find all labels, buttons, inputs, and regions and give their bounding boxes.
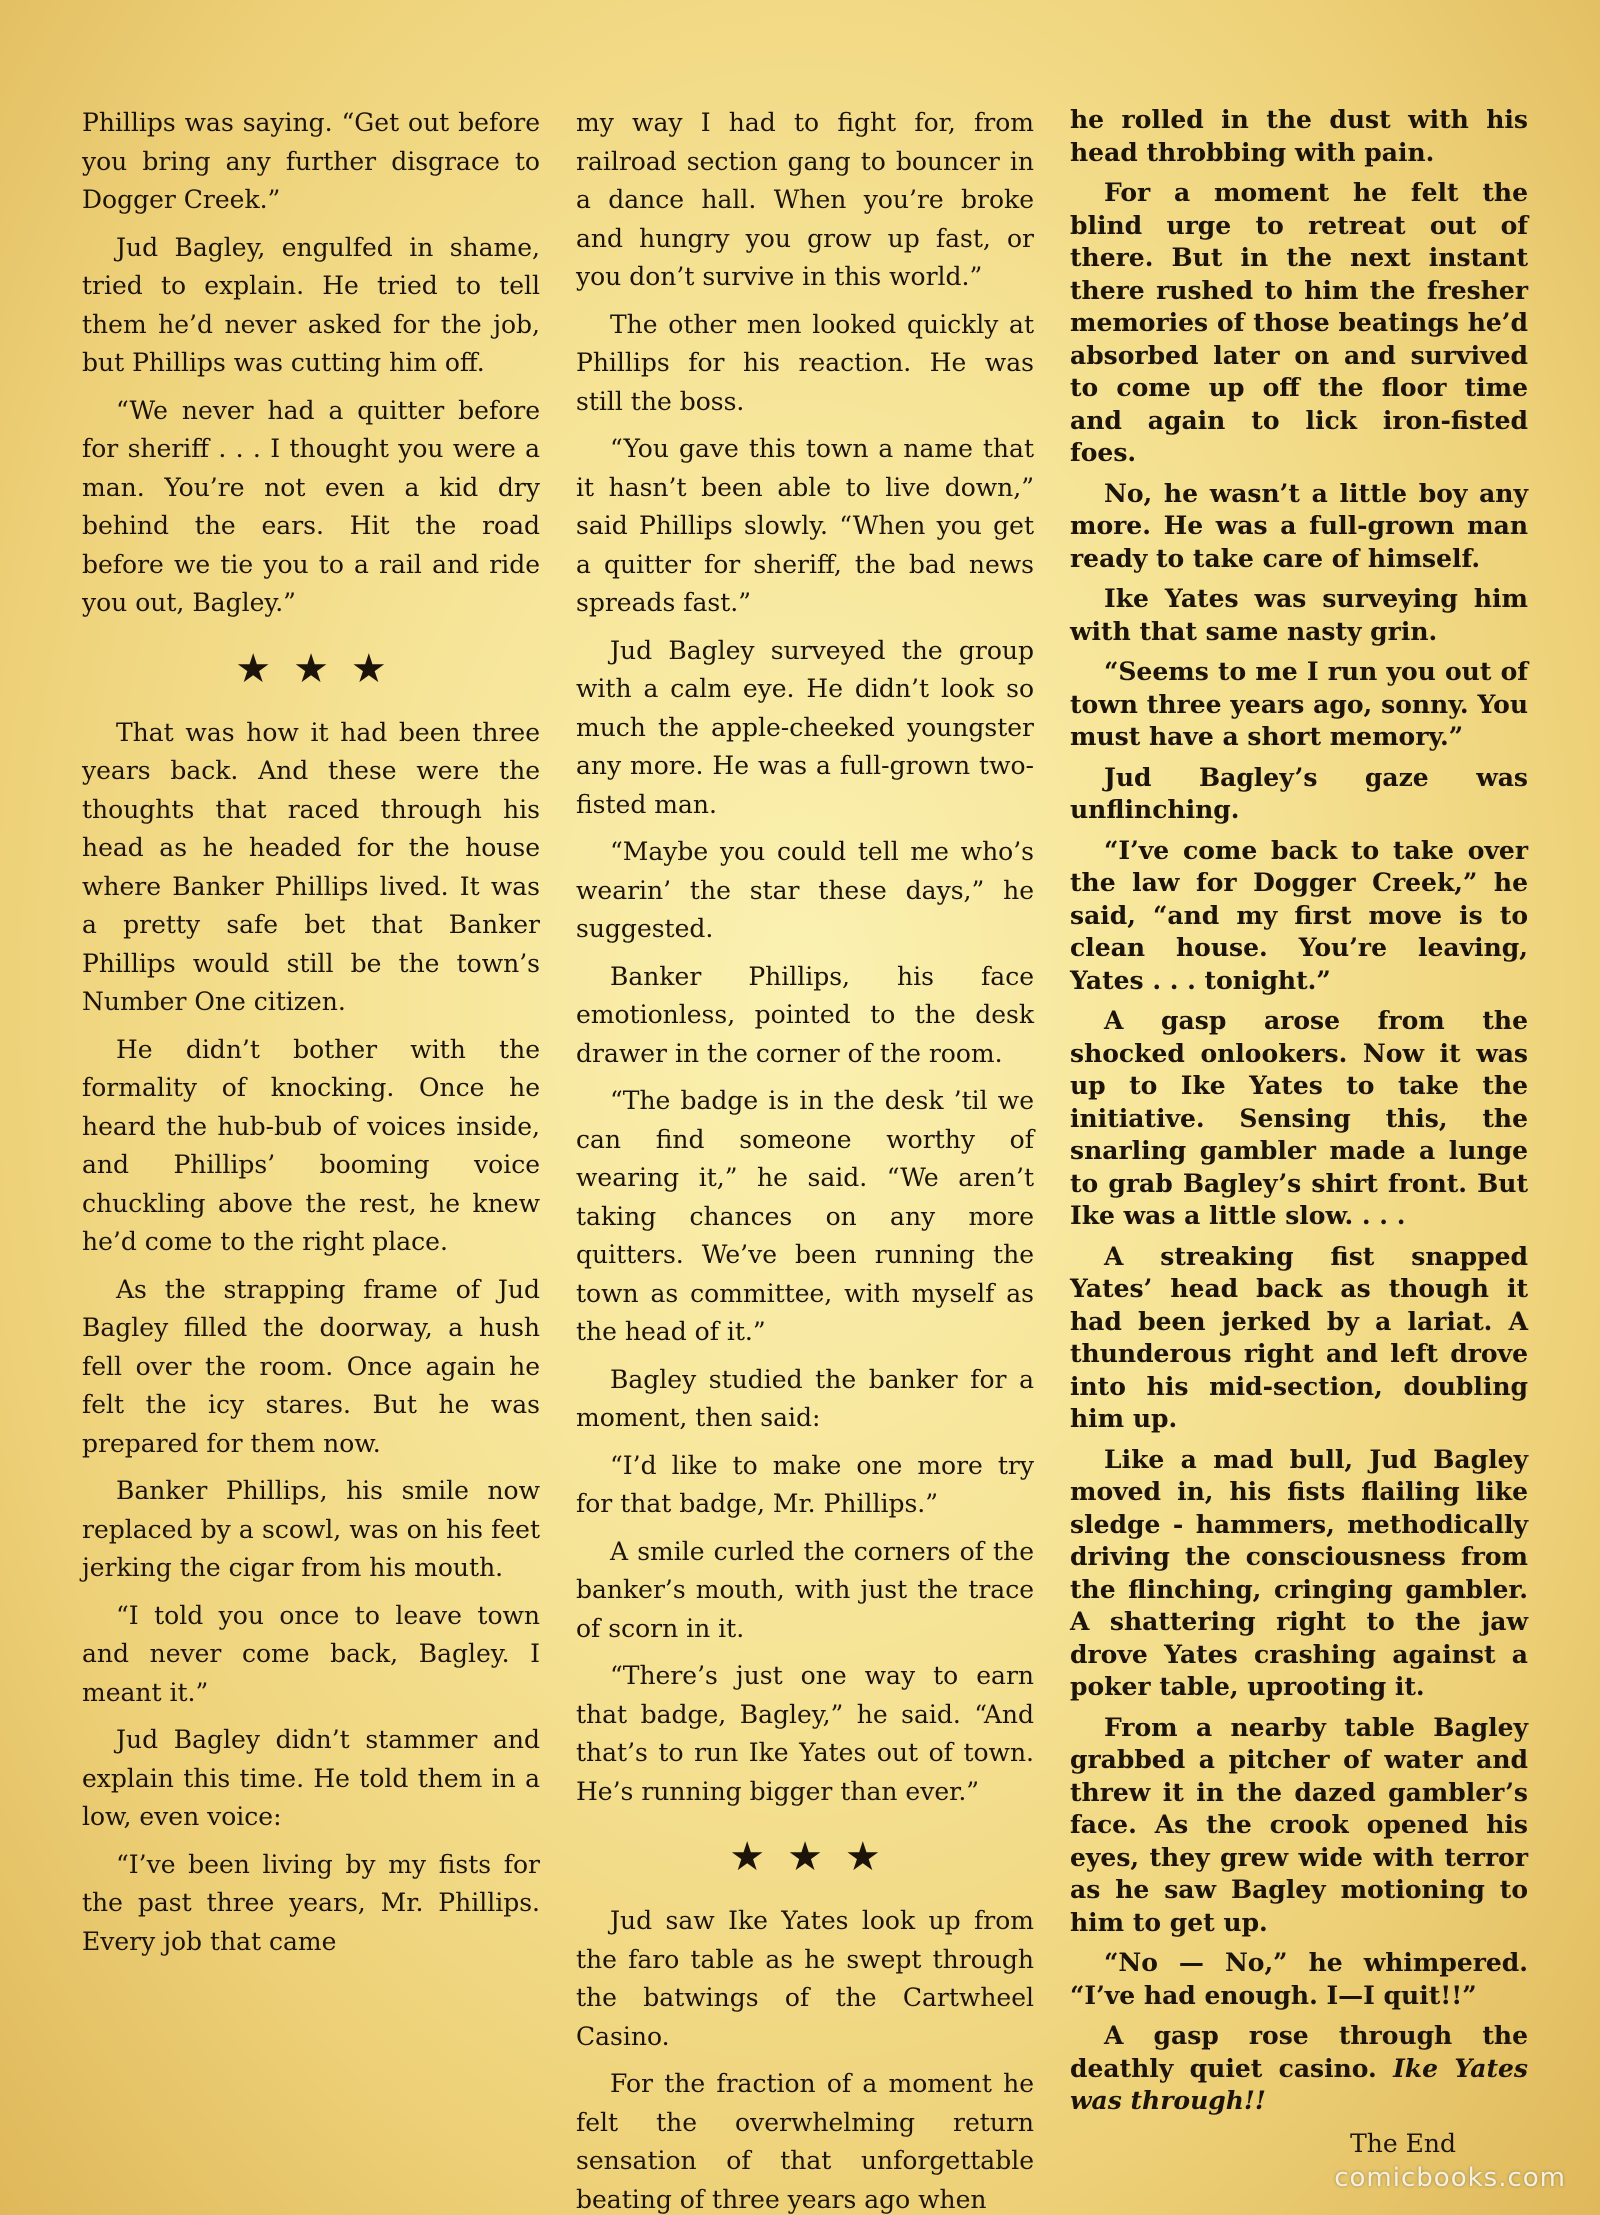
paragraph: Jud Bagley, engulfed in shame, tried to explain. He tried to tell them he’d never asked for the job, but Phillips was cutting him off. xyxy=(82,232,540,377)
section-break-stars: ★★★ xyxy=(729,1834,903,1880)
paragraph: Like a mad bull, Jud Bagley moved in, his fists flailing like sledge - hammers, methodically driving the consciousness from the flinching, cringing gambler. A shattering right to the jaw drove Yates crashing against a poker table, uprooting it. xyxy=(1070,1444,1528,1701)
paragraph: He didn’t bother with the formality of knocking. Once he heard the hub-bub of voices inside, and Phillips’ booming voice chuckling above the rest, he knew he’d come to the right place. xyxy=(82,1034,540,1256)
site-watermark: comicbooks.com xyxy=(1334,2163,1566,2193)
paragraph: Jud Bagley didn’t stammer and explain this time. He told them in a low, even voice: xyxy=(82,1725,540,1831)
paragraph: “I’ve been living by my fists for the past three years, Mr. Phillips. Every job that came xyxy=(82,1849,540,1956)
paragraph: “There’s just one way to earn that badge, Bagley,” he said. “And that’s to run Ike Yates out of town. He’s running bigger than ever.” xyxy=(576,1661,1034,1806)
paragraph-text: A gasp rose through the deathly quiet casino. xyxy=(1070,2021,1528,2083)
paragraph: For a moment he felt the blind urge to retreat out of there. But in the next instant there rushed to him the fresher memories of those beatings he’d absorbed later on and survived to come up off the floor time and again to lick iron-fisted foes. xyxy=(1070,178,1528,467)
the-end-label: The End xyxy=(1350,2128,1456,2158)
paragraph: “Seems to me I run you out of town three years ago, sonny. You must have a short memory.” xyxy=(1070,657,1528,751)
paragraph: A smile curled the corners of the banker’s mouth, with just the trace of scorn in it. xyxy=(576,1536,1034,1643)
paragraph: Bagley studied the banker for a moment, then said: xyxy=(576,1364,1034,1432)
paragraph xyxy=(1070,2020,1528,2118)
paragraph: Ike Yates was surveying him with that same nasty grin. xyxy=(1070,584,1528,646)
paragraph: For the fraction of a moment he felt the overwhelming return sensation of that unforgettable beating of three years ago when xyxy=(576,2069,1034,2214)
paragraph: Phillips was saying. “Get out before you bring any further disgrace to Dogger Creek.” xyxy=(82,108,540,214)
paragraph: “I told you once to leave town and never come back, Bagley. I meant it.” xyxy=(82,1600,540,1707)
paragraph: “We never had a quitter before for sheriff . . . I thought you were a man. You’re not even a kid dry behind the ears. Hit the road before we tie you to a rail and ride you out, Bagley.” xyxy=(82,395,540,617)
paragraph: Banker Phillips, his face emotionless, pointed to the desk drawer in the corner of the room. xyxy=(576,961,1034,1068)
paragraph: my way I had to fight for, from railroad section gang to bouncer in a dance hall. When you’re broke and hungry you grow up fast, or you don’t survive in this world.” xyxy=(576,108,1034,291)
section-break-stars: ★★★ xyxy=(235,645,409,692)
column-3 xyxy=(1070,104,1528,2158)
paragraph: Jud Bagley surveyed the group with a calm eye. He didn’t look so much the apple-cheeked youngster any more. He was a full-grown two-fisted man. xyxy=(576,635,1034,819)
closing-italic-text: Ike Yates was through!! xyxy=(1070,2053,1528,2115)
paragraph: “You gave this town a name that it hasn’t been able to live down,” said Phillips slowly. “When you get a quitter for sheriff, the bad news spreads fast.” xyxy=(576,434,1034,617)
paragraph: As the strapping frame of Jud Bagley filled the doorway, a hush fell over the room. Once again he felt the icy stares. But he was prepared for them now. xyxy=(82,1274,540,1458)
paragraph: A streaking fist snapped Yates’ head back as though it had been jerked by a lariat. A thunderous right and left drove into his mid-section, doubling him up. xyxy=(1070,1241,1528,1433)
paragraph: Banker Phillips, his smile now replaced by a scowl, was on his feet jerking the cigar from his mouth. xyxy=(82,1476,540,1582)
paragraph: The other men looked quickly at Phillips for his reaction. He was still the boss. xyxy=(576,309,1034,416)
paragraph: From a nearby table Bagley grabbed a pitcher of water and threw it in the dazed gambler’s face. As the crook opened his eyes, they grew wide with terror as he saw Bagley motioning to him to get up. xyxy=(1070,1712,1528,1937)
paragraph: “Maybe you could tell me who’s wearin’ the star these days,” he suggested. xyxy=(576,837,1034,943)
paragraph: “I’ve come back to take over the law for Dogger Creek,” he said, “and my first move is to clean house. You’re leaving, Yates . . . tonight.” xyxy=(1070,835,1528,995)
paragraph: No, he wasn’t a little boy any more. He was a full-grown man ready to take care of himself. xyxy=(1070,478,1528,573)
paragraph: “No — No,” he whimpered. “I’ve had enough. I—I quit!!” xyxy=(1070,1948,1528,2010)
column-1 xyxy=(82,104,540,2064)
column-2 xyxy=(576,104,1034,2214)
paragraph: “The badge is in the desk ’til we can find someone worthy of wearing it,” he said. “We aren’t taking chances on any more quitters. We’ve been running the town as committee, with myself as the head of it.” xyxy=(576,1086,1034,1346)
paragraph: Jud saw Ike Yates look up from the faro table as he swept through the batwings of the Cartwheel Casino. xyxy=(576,1906,1034,2051)
paragraph: That was how it had been three years back. And these were the thoughts that raced through his head as he headed for the house where Banker Phillips lived. It was a pretty safe bet that Banker Phillips would still be the town’s Number One citizen. xyxy=(82,717,540,1016)
paragraph: he rolled in the dust with his head throbbing with pain. xyxy=(1070,105,1528,167)
paragraph: Jud Bagley’s gaze was unflinching. xyxy=(1070,762,1528,824)
paragraph: A gasp arose from the shocked onlookers. Now it was up to Ike Yates to take the initiative. Sensing this, the snarling gambler made a lunge to grab Bagley’s shirt front. But Ike was a little slow. . . . xyxy=(1070,1006,1528,1230)
paragraph: “I’d like to make one more try for that badge, Mr. Phillips.” xyxy=(576,1450,1034,1518)
